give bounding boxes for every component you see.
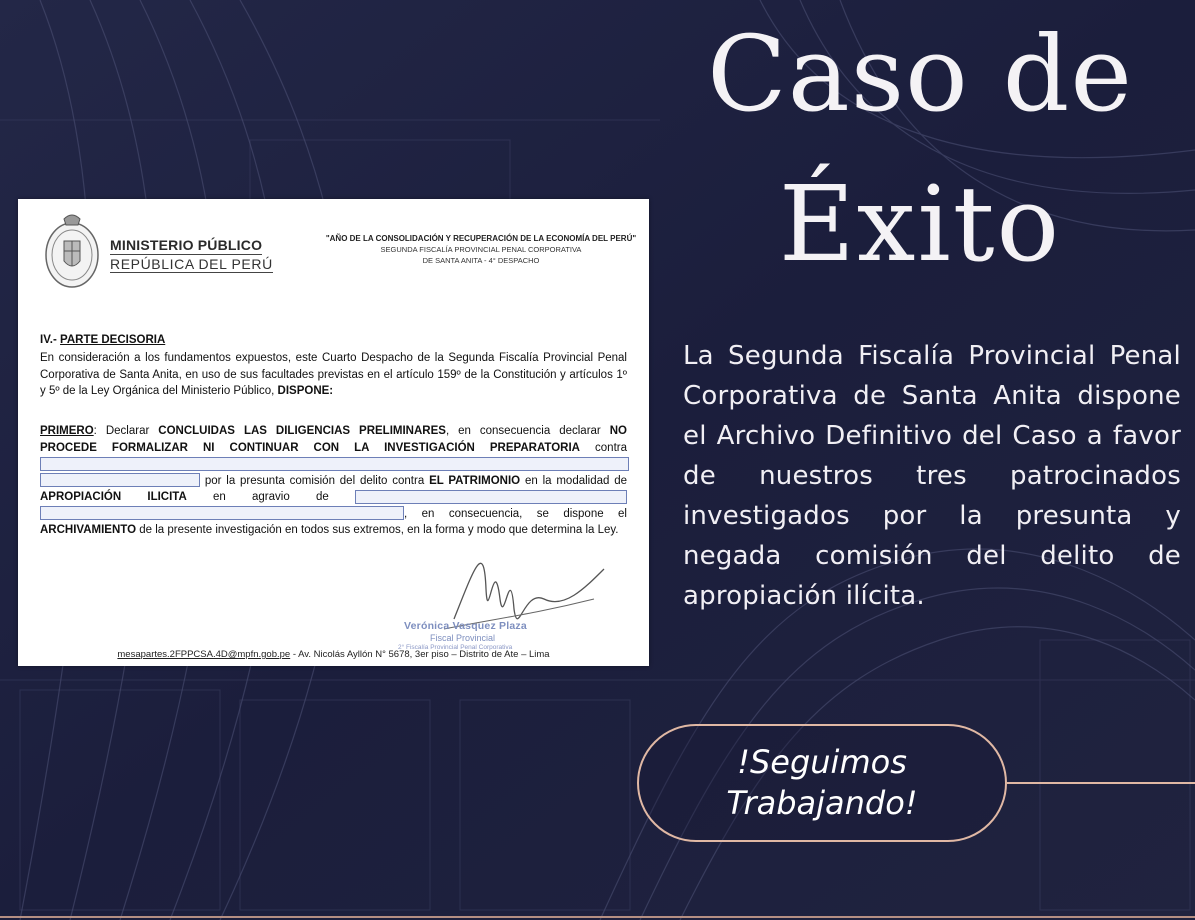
redacted-field [40,506,404,520]
section-title [40,334,165,346]
p2-text-6: en agravio de [213,491,329,503]
p2-bold-4: APROPIACIÓN ILICITA [40,491,187,503]
institution-name [110,237,280,274]
cta-line-1: !Seguimos [737,743,907,781]
redacted-field [40,473,200,487]
p2-bold-1: CONCLUIDAS LAS DILIGENCIAS PRELIMINARES [158,425,446,437]
bottom-border [0,916,1195,918]
footer-address: - Av. Nicolás Ayllón N° 5678, 3er piso – Distrito de Ate – Lima [292,649,550,660]
p2-text-1: : Declarar [93,425,150,437]
institution-line-2: REPÚBLICA DEL PERÚ [110,256,273,272]
p2-text-5: en la modalidad de [524,474,628,487]
section-number: IV.- [40,334,57,346]
p2-bold-2: NO PROCEDE FORMALIZAR NI CONTINUAR CON LA INVESTIGACIÓN PREPARATORIA [40,425,627,454]
redacted-field [40,457,629,471]
primero-label: PRIMERO [40,425,94,437]
description-text: La Segunda Fiscalía Provincial Penal Corporativa de Santa Anita dispone el Archivo Definitivo del Caso a favor de nuestros tres patrocinados investigados por la presunta y negada comisión del delito de apropiación ilícita. [683,341,1181,611]
resolution-document [18,199,649,666]
decorative-line [1007,782,1195,784]
institution-line-1: MINISTERIO PÚBLICO [110,237,263,253]
redacted-field [355,490,627,504]
footer-email: mesapartes.2FPPCSA.4D@mpfn.gob.pe [117,649,291,660]
cta-pill [637,724,1007,842]
paragraph-primero [40,423,627,539]
signer-name: Verónica Vasquez Plaza [404,620,527,632]
p2-text-7: , en consecuencia, se dispone el [404,507,627,520]
p2-text-4: por la presunta comisión del delito contra [204,474,425,487]
p2-bold-3: EL PATRIMONIO [429,474,521,487]
section-title-text: PARTE DECISORIA [60,334,166,346]
paragraph-1-text: En consideración a los fundamentos expuestos, este Cuarto Despacho de la Segunda Fiscalía Provincial Penal Corporativa de Santa Anita, en uso de sus facultades previstas en el artículo 159º de la Constitución y artículos 1º y 5º de la Ley Orgánica del Ministerio Público, [40,352,627,397]
cta-line-2: Trabajando! [726,784,918,822]
p2-text-2: , en consecuencia declarar [445,425,601,437]
year-title: "AÑO DE LA CONSOLIDACIÓN Y RECUPERACIÓN DE LA ECONOMÍA DEL PERÚ" [325,234,637,243]
headline-line-1: Caso de [707,13,1133,135]
headline-line-2: Éxito [778,163,1062,285]
signer-office: 2° Fiscalía Provincial Penal Corporativa [398,644,513,651]
document-header [316,233,646,266]
national-seal-icon [42,211,102,293]
p2-bold-5: ARCHIVAMIENTO [40,524,137,536]
signer-role: Fiscal Provincial [430,633,496,643]
p2-text-3: contra [595,441,627,454]
paragraph-consideration [40,350,627,400]
document-footer [18,649,649,660]
paragraph-1-dispone: DISPONE: [277,385,334,397]
p2-text-8: de la presente investigación en todos sus extremos, en la forma y modo que determina la Ley. [139,524,619,536]
office-line-1: SEGUNDA FISCALÍA PROVINCIAL PENAL CORPORATIVA [380,245,582,254]
headline [660,13,1180,285]
office-line-2: DE SANTA ANITA - 4° DESPACHO [422,256,540,265]
